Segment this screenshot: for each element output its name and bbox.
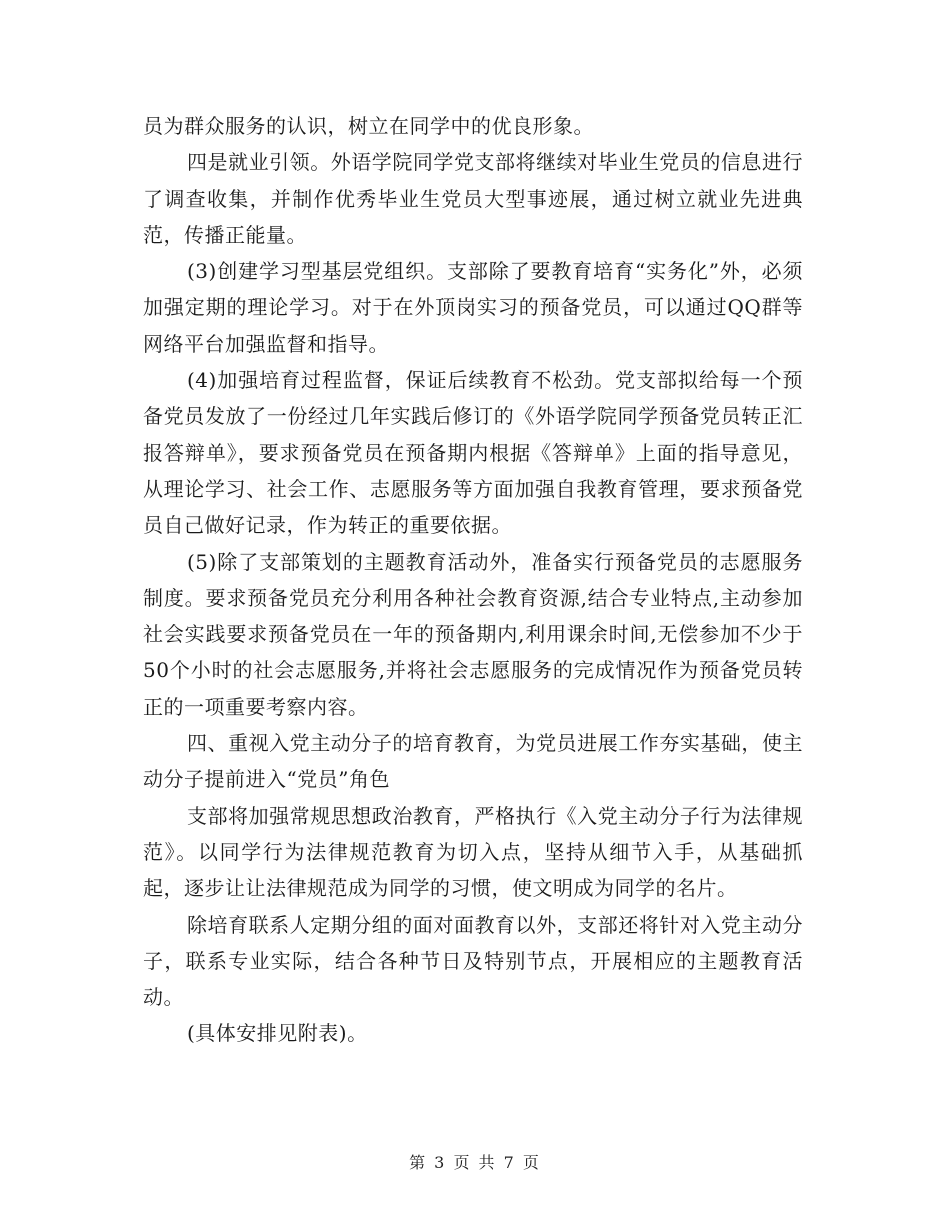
paragraph-4: (4)加强培育过程监督，保证后续教育不松劲。党支部拟给每一个预备党员发放了一份经过几年实践后修订的《外语学院同学预备党员转正汇报答辩单》，要求预备党员在预备期内根据《答辩单》上面的指导意见，从理论学习、社会工作、志愿服务等方面加强自我教育管理，要求预备党员自己做好记录，作为转正的重要依据。	[143, 368, 803, 538]
paragraph-7: 支部将加强常规思想政治教育，严格执行《入党主动分子行为法律规范》。以同学行为法律规范教育为切入点，坚持从细节入手，从基础抓起，逐步让让法律规范成为同学的习惯，使文明成为同学的名片。	[143, 803, 803, 901]
paragraph-5: (5)除了支部策划的主题教育活动外，准备实行预备党员的志愿服务制度。要求预备党员充分利用各种社会教育资源,结合专业特点,主动参加社会实践要求预备党员在一年的预备期内,利用课余时间,无偿参加不少于50个小时的社会志愿服务,并将社会志愿服务的完成情况作为预备党员转正的一项重要考察内容。	[143, 549, 803, 719]
paragraph-3: (3)创建学习型基层党组织。支部除了要教育培育“实务化”外，必须加强定期的理论学习。对于在外顶岗实习的预备党员，可以通过QQ群等网络平台加强监督和指导。	[143, 259, 803, 356]
paragraph-9: (具体安排见附表)。	[187, 1021, 368, 1046]
paragraph-2: 四是就业引领。外语学院同学党支部将继续对毕业生党员的信息进行了调查收集，并制作优秀毕业生党员大型事迹展，通过树立就业先进典范，传播正能量。	[143, 150, 803, 247]
paragraph-1: 员为群众服务的认识，树立在同学中的优良形象。	[143, 114, 594, 138]
document-body	[143, 108, 803, 1052]
page-number-footer: 第 3 页 共 7 页	[409, 1153, 541, 1172]
section-heading-four: 四、重视入党主动分子的培育教育，为党员进展工作夯实基础，使主动分子提前进入“党员”角色	[143, 731, 803, 792]
paragraph-8: 除培育联系人定期分组的面对面教育以外，支部还将针对入党主动分子，联系专业实际，结合各种节日及特别节点，开展相应的主题教育活动。	[143, 912, 803, 1010]
